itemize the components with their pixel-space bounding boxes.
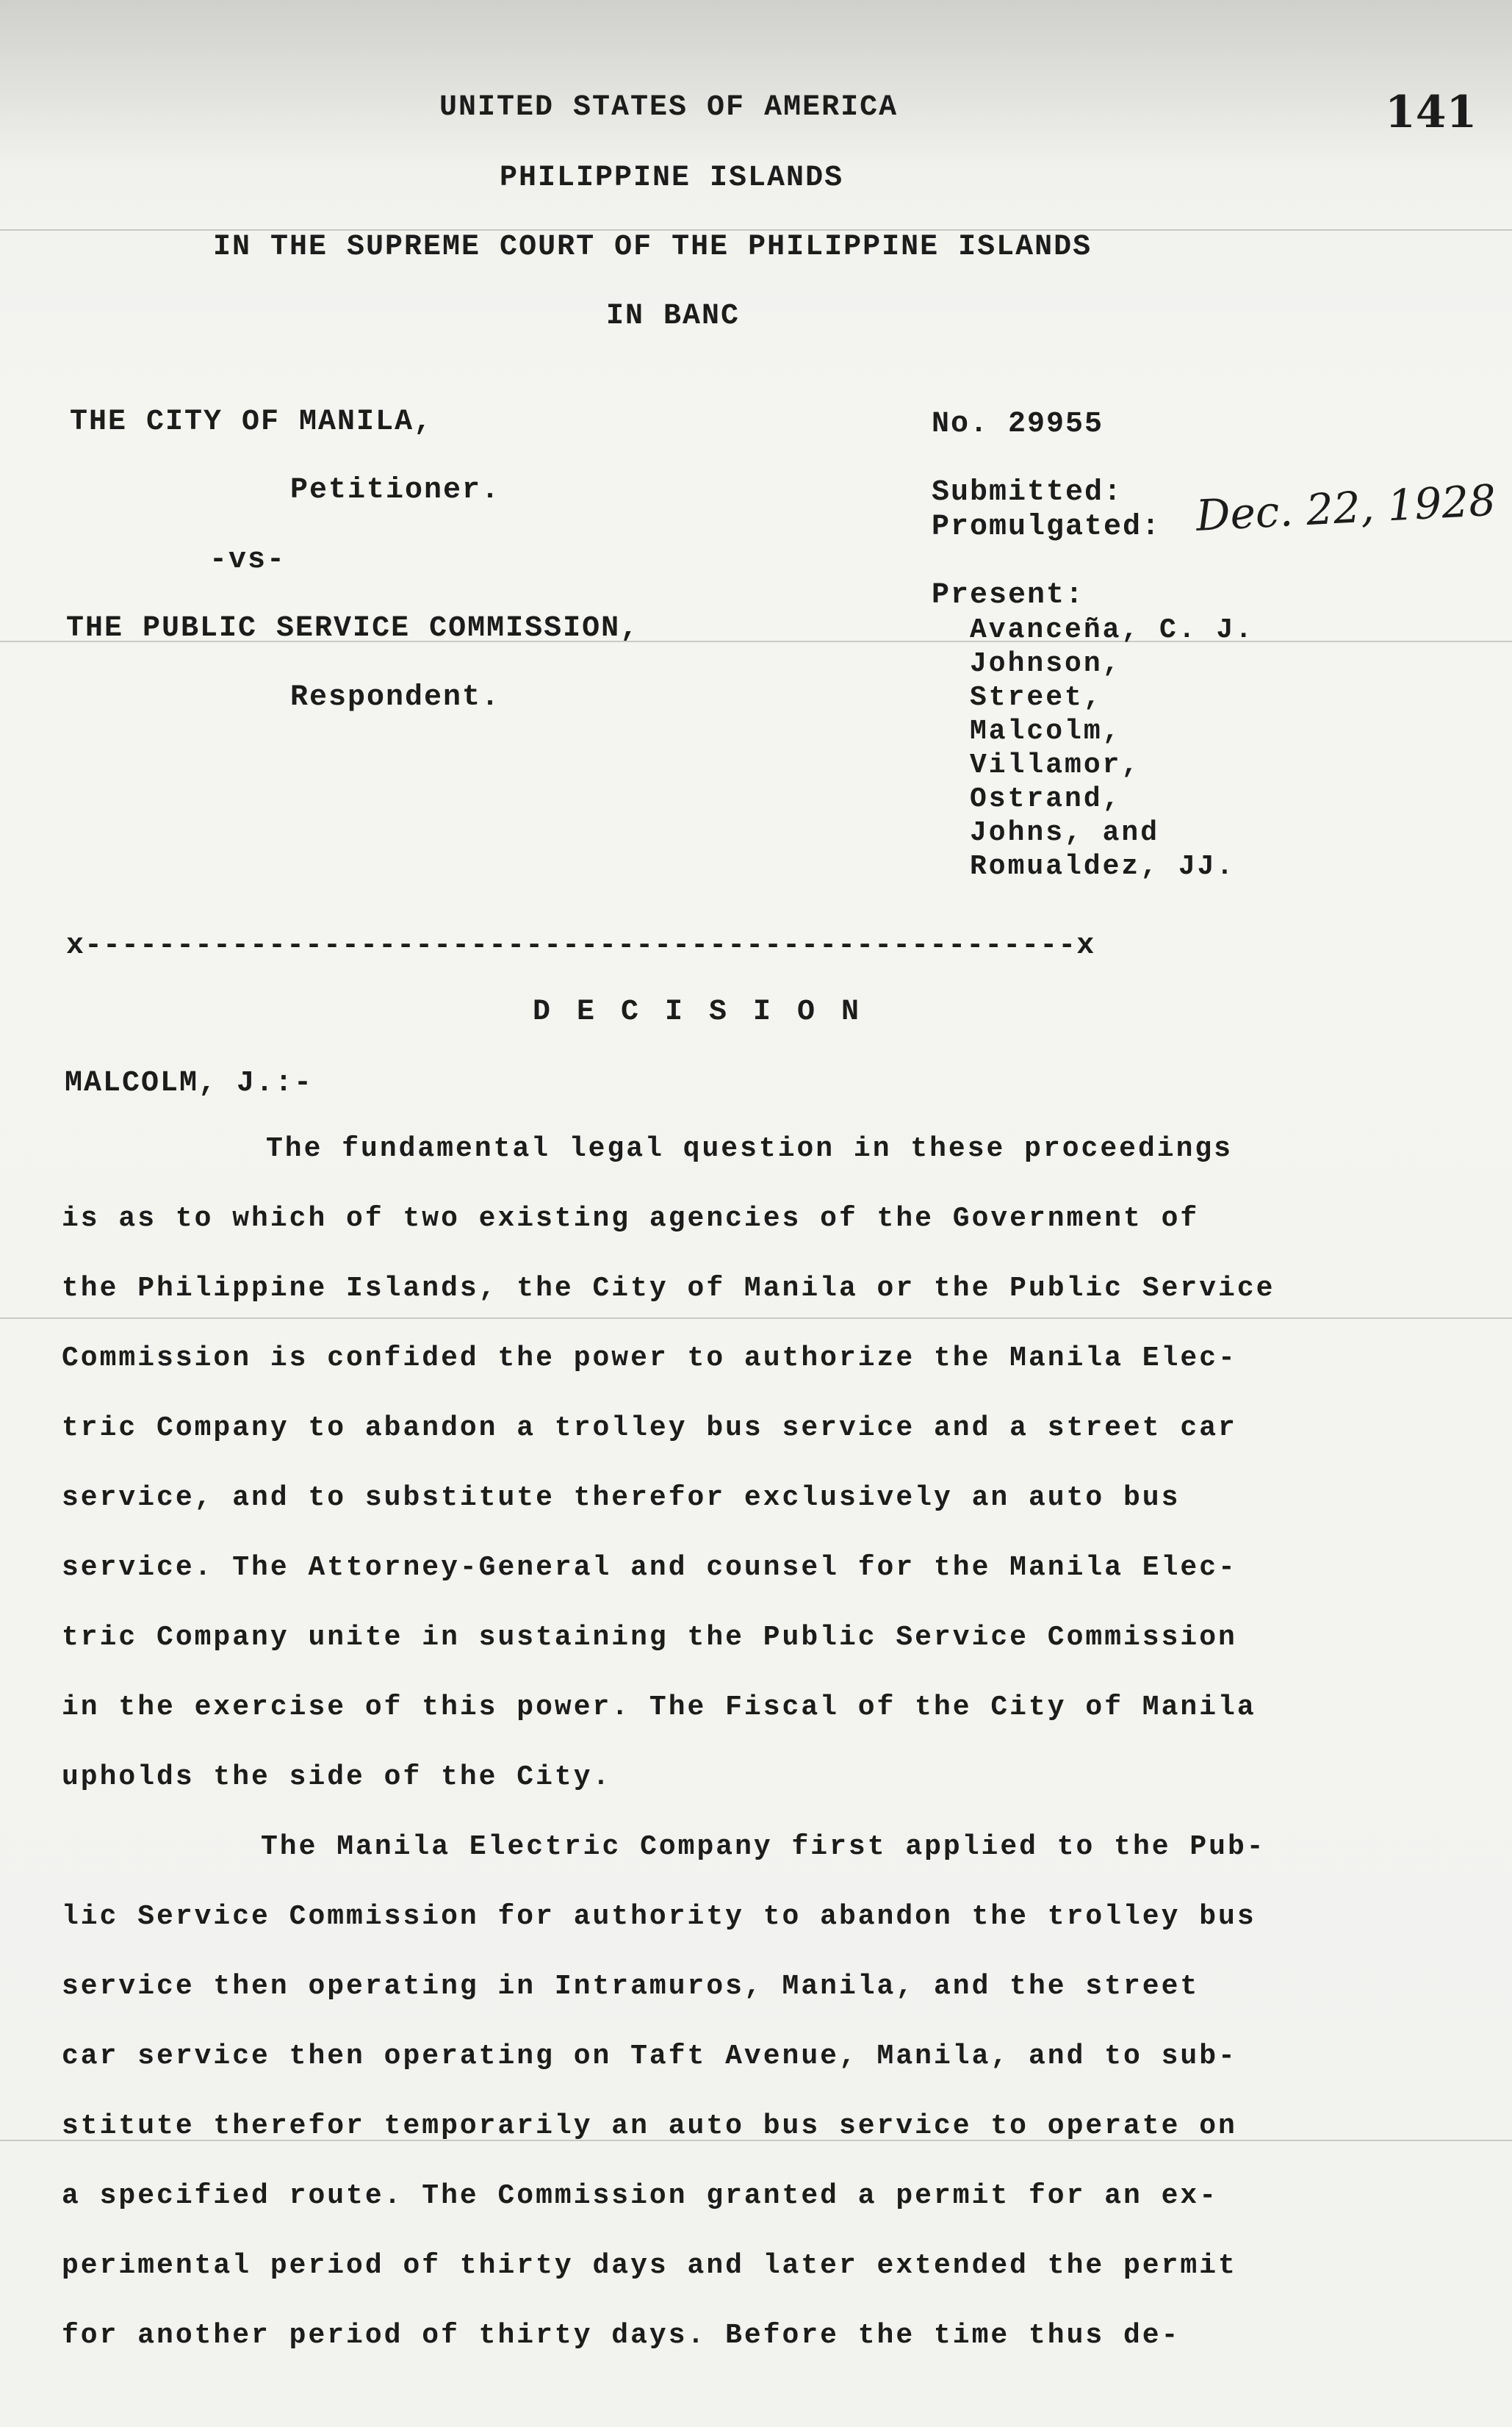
body-line: stitute therefor temporarily an auto bus service to operate on [62,2110,1237,2142]
body-line: the Philippine Islands, the City of Manila or the Public Service [62,1273,1275,1304]
body-line: tric Company unite in sustaining the Public Service Commission [62,1622,1237,1653]
separator-line: x------------------------------------------------------x [66,930,1095,963]
author-line: MALCOLM, J.:- [65,1067,314,1100]
judge-name: Avanceña, C. J. [970,614,1255,646]
body-line: upholds the side of the City. [62,1761,612,1793]
body-line: The fundamental legal question in these proceedings [266,1133,1233,1165]
submitted-label: Submitted: [932,476,1123,509]
judge-name: Johns, and [970,817,1160,849]
judges-list [970,614,1254,884]
body-line: is as to which of two existing agencies of the Government of [62,1203,1200,1234]
judge-name: Johnson, [970,648,1122,680]
body-line: lic Service Commission for authority to abandon the trolley bus [62,1901,1256,1932]
present-label: Present: [932,579,1085,612]
header-country: UNITED STATES OF AMERICA [439,91,899,124]
header-court: IN THE SUPREME COURT OF THE PHILIPPINE ISLANDS [213,231,1092,264]
judge-name: Villamor, [970,749,1141,781]
page-number: 141 [1385,87,1477,138]
body-line: a specified route. The Commission granted a permit for an ex- [62,2180,1219,2212]
judge-name: Malcolm, [970,716,1122,747]
scan-line [0,1317,1512,1319]
body-line: service, and to substitute therefor exclusively an auto bus [62,1482,1181,1514]
body-line: in the exercise of this power. The Fiscal of the City of Manila [62,1691,1256,1723]
respondent-role: Respondent. [290,681,501,714]
body-line: car service then operating on Taft Avenue, Manila, and to sub- [62,2041,1237,2072]
body-line: perimental period of thirty days and later extended the permit [62,2250,1237,2282]
petitioner-role: Petitioner. [290,474,501,507]
petitioner-name: THE CITY OF MANILA, [70,406,433,439]
body-line: The Manila Electric Company first applied to the Pub- [261,1831,1266,1863]
judge-name: Ostrand, [970,783,1122,815]
promulgated-label: Promulgated: [932,511,1162,544]
versus: -vs- [209,544,287,577]
body-line: Commission is confided the power to authorize the Manila Elec- [62,1342,1237,1374]
body-line: service. The Attorney-General and counsel for the Manila Elec- [62,1552,1237,1583]
case-number: No. 29955 [932,408,1104,441]
judge-name: Street, [970,682,1103,713]
decision-title: D E C I S I O N [533,996,864,1029]
body-line: tric Company to abandon a trolley bus service and a street car [62,1412,1237,1444]
judge-name: Romualdez, JJ. [970,851,1236,882]
respondent-name: THE PUBLIC SERVICE COMMISSION, [66,612,640,645]
header-islands: PHILIPPINE ISLANDS [500,162,844,195]
header-banc: IN BANC [606,300,741,333]
body-line: for another period of thirty days. Before the time thus de- [62,2320,1181,2351]
body-line: service then operating in Intramuros, Manila, and the street [62,1971,1200,2002]
promulgated-date-handwritten: Dec. 22, 1928 [1195,475,1497,541]
